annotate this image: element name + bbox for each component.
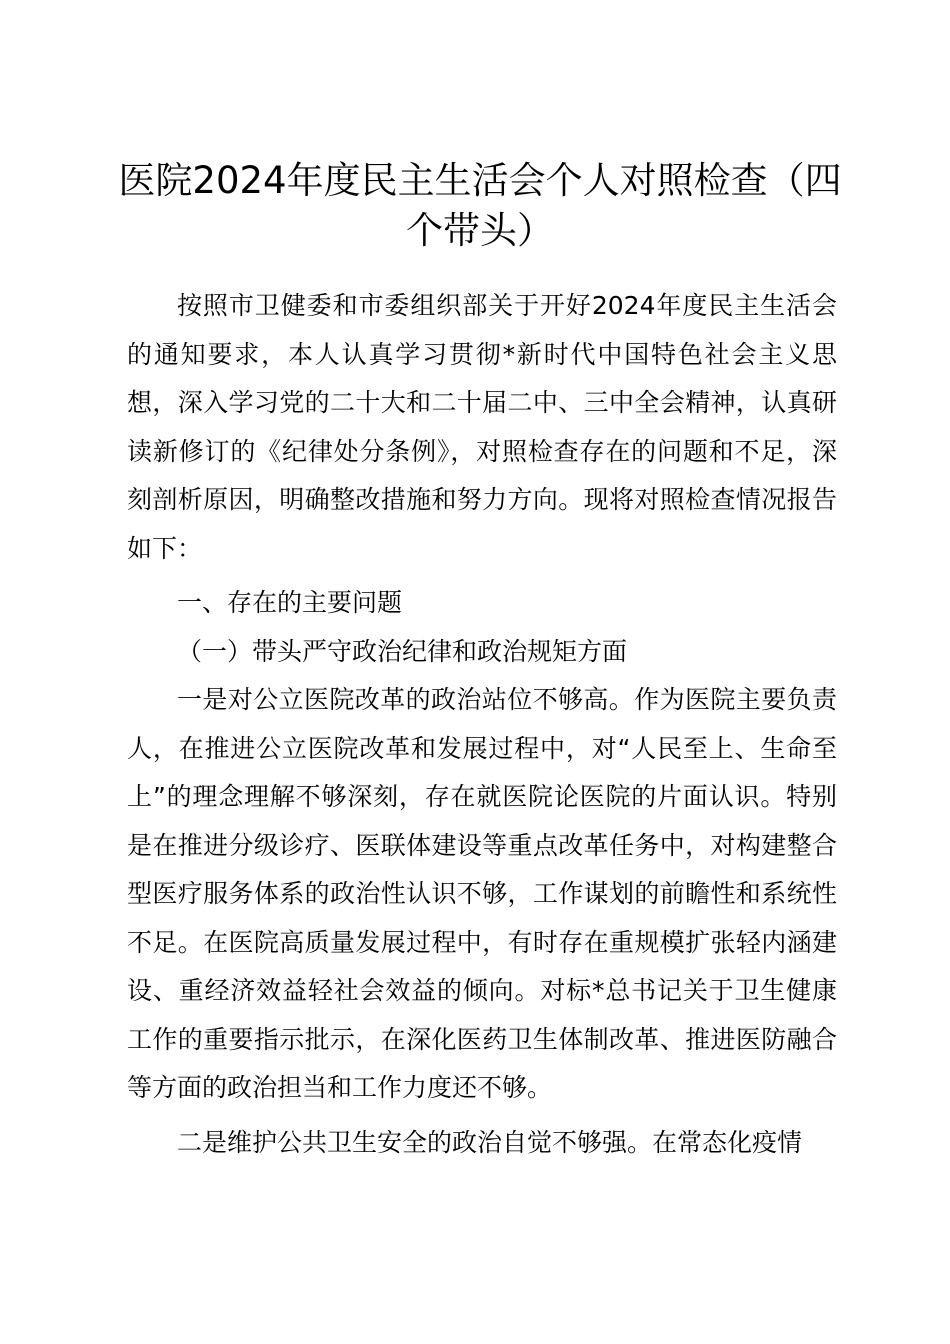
point-two-paragraph: 二是维护公共卫生安全的政治自觉不够强。在常态化疫情 <box>177 1127 803 1157</box>
subsection-heading: （一）带头严守政治纪律和政治规矩方面 <box>177 636 628 666</box>
point-one-paragraph: 一是对公立医院改革的政治站位不够高。作为医院主要负责人，在推进公立医院改革和发展过程中，对“人民至上、生命至上”的理念理解不够深刻，存在就医院论医院的片面认识。特别是在推进分级诊疗、医联体建设等重点改革任务中，对构建整合型医疗服务体系的政治性认识不够，工作谋划的前瞻性和系统性不足。在医院高质量发展过程中，有时存在重规模扩张轻内涵建设、重经济效益轻社会效益的倾向。对标*总书记关于卫生健康工作的重要指示批示，在深化医药卫生体制改革、推进医防融合等方面的政治担当和工作力度还不够。 <box>127 685 837 1102</box>
document-body <box>127 282 837 1167</box>
document-title: 医院2024年度民主生活会个人对照检查（四个带头） <box>118 159 842 252</box>
intro-paragraph: 按照市卫健委和市委组织部关于开好2024年度民主生活会的通知要求，本人认真学习贯彻*新时代中国特色社会主义思想，深入学习党的二十大和二十届二中、三中全会精神，认真研读新修订的《纪律处分条例》，对照检查存在的问题和不足，深刻剖析原因，明确整改措施和努力方向。现将对照检查情况报告如下： <box>127 291 837 563</box>
section-heading: 一、存在的主要问题 <box>177 588 403 617</box>
